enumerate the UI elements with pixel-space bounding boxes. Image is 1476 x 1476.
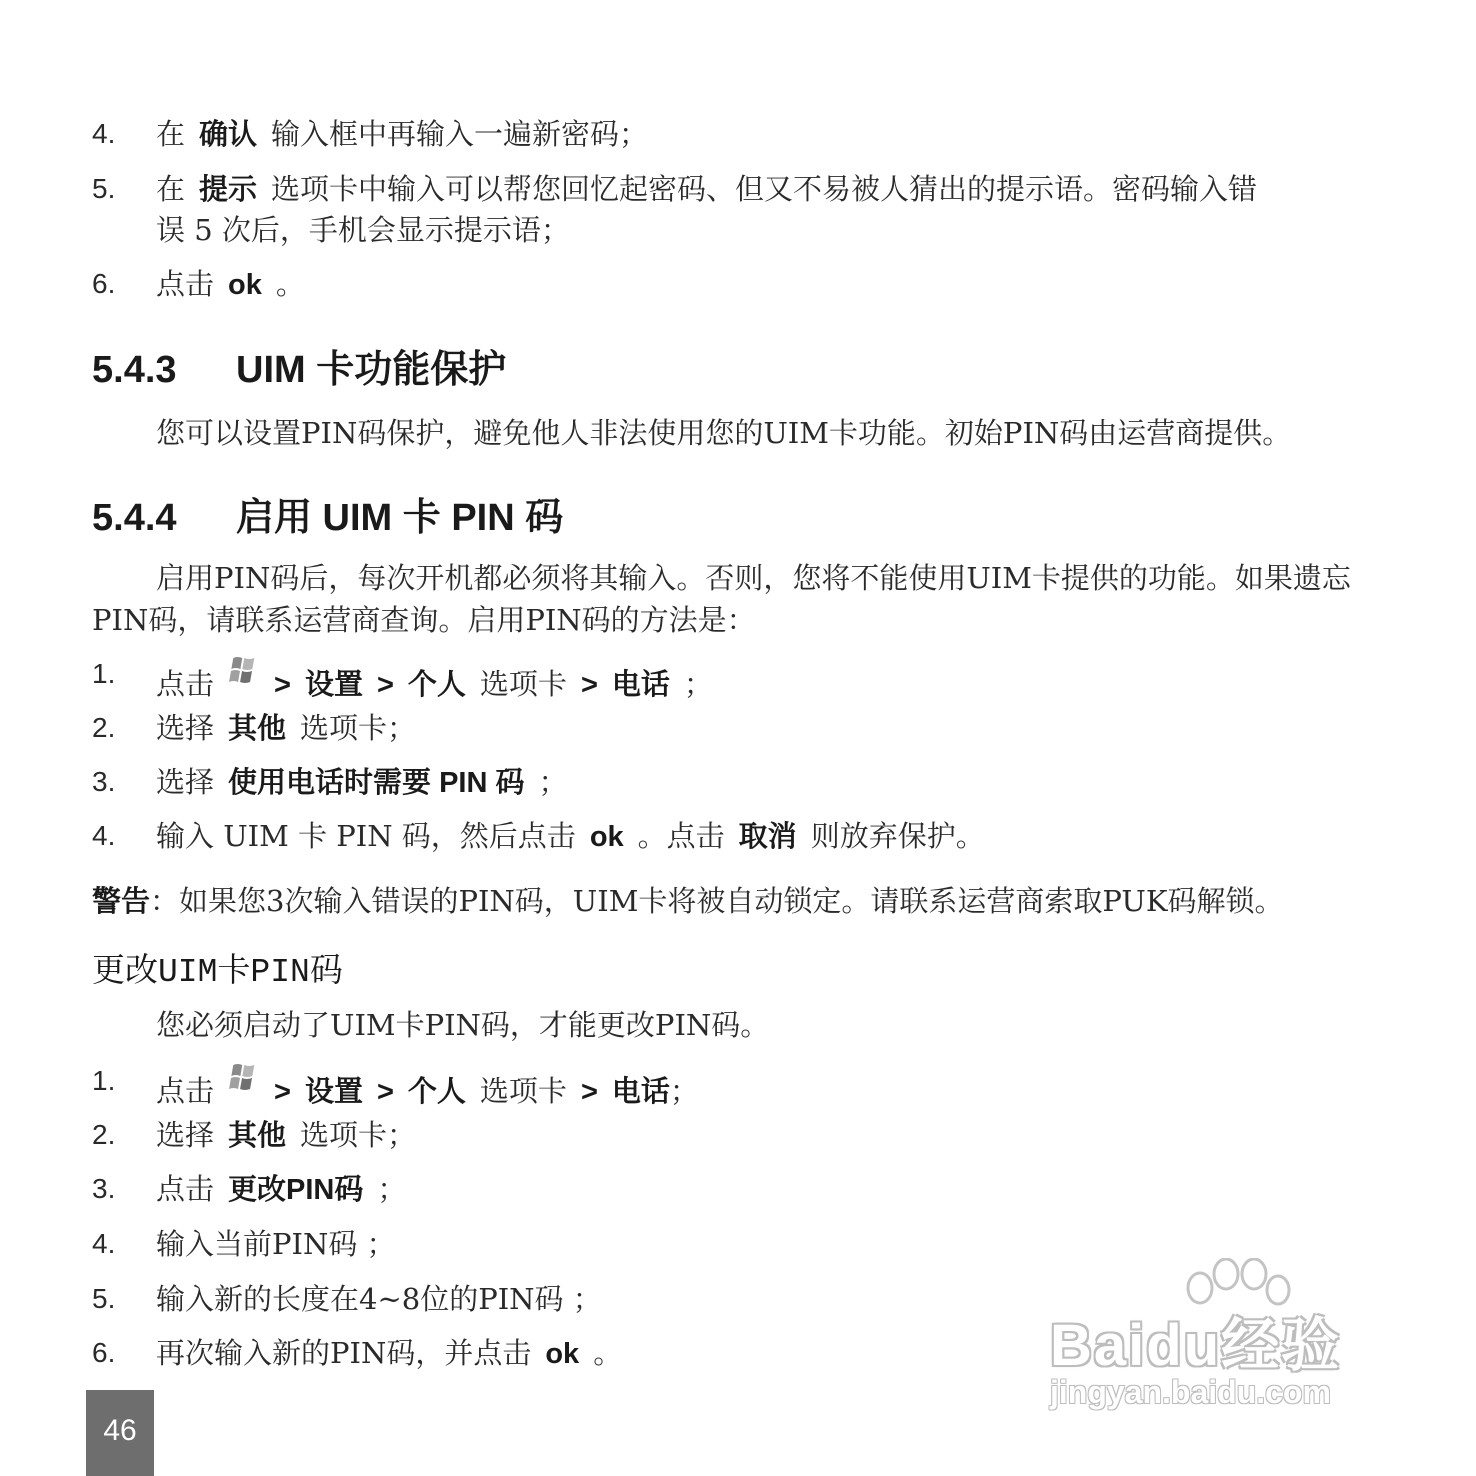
step-number: 1.	[92, 1065, 116, 1096]
ui-term-phone: 电话	[611, 669, 670, 701]
section-heading-5-4-3	[92, 346, 506, 394]
windows-start-icon	[222, 1061, 266, 1095]
ui-term-ok: ok	[545, 1338, 580, 1370]
step-text: ；	[538, 765, 568, 799]
step-text: 选择	[156, 1118, 215, 1152]
step-text: ；	[669, 1074, 699, 1108]
step-text: 输入当前PIN码 ；	[156, 1227, 396, 1261]
ui-term-settings: 设置	[304, 669, 363, 701]
step-number: 4.	[92, 820, 116, 851]
heading-part: UIM	[158, 954, 218, 991]
ui-term-ok: ok	[589, 821, 624, 853]
step-text: 点击	[156, 1172, 215, 1206]
heading-part: 码	[309, 950, 343, 989]
menu-separator: >	[274, 1076, 291, 1108]
ui-term-change-pin: 更改PIN码	[228, 1174, 364, 1206]
heading-part: 卡	[217, 950, 251, 989]
heading-part: 更改	[92, 950, 158, 989]
step-text: 在	[156, 172, 186, 206]
step-number: 6.	[92, 1337, 116, 1368]
step-text: 选项卡	[479, 667, 567, 701]
step-text: 选项卡；	[300, 711, 417, 745]
step-text: 。	[593, 1336, 623, 1370]
step-text: 再次输入新的PIN码，并点击	[156, 1336, 532, 1370]
step-text: 。点击	[637, 819, 725, 853]
step-text: 点击	[156, 667, 215, 701]
step-text: 点击	[156, 1074, 215, 1108]
windows-start-icon	[222, 654, 266, 688]
step-number: 2.	[92, 712, 116, 743]
step-number: 1.	[92, 658, 116, 689]
step-text: 在	[156, 117, 186, 151]
ui-term-settings: 设置	[304, 1076, 363, 1108]
step-text: 。	[275, 267, 305, 301]
watermark-url: jingyan.baidu.com	[1050, 1374, 1331, 1410]
step-number: 6.	[92, 268, 116, 299]
step-text: 点击	[156, 267, 215, 301]
step-text: ；	[683, 667, 713, 701]
step-text: 则放弃保护。	[810, 819, 985, 853]
ui-term-personal: 个人	[407, 669, 466, 701]
ui-term-ok: ok	[228, 269, 262, 301]
warning-text: ：如果您3次输入错误的PIN码，UIM卡将被自动锁定。请联系运营商索取PUK码解锁。	[150, 884, 1284, 918]
section-5-4-4-body: 启用PIN码后，每次开机都必须将其输入。否则，您将不能使用UIM卡提供的功能。如果遗忘PIN码，请联系运营商查询。启用PIN码的方法是：	[92, 561, 1351, 637]
change-pin-body: 您必须启动了UIM卡PIN码，才能更改PIN码。	[156, 1008, 770, 1042]
step-text: 选择	[156, 765, 215, 799]
section-title: 启用 UIM 卡 PIN 码	[236, 497, 564, 539]
page-number: 46	[103, 1414, 137, 1447]
menu-separator: >	[274, 669, 291, 701]
ui-term-confirm: 确认	[199, 119, 258, 151]
brand-part: du	[1146, 1313, 1222, 1378]
ui-term-phone: 电话	[611, 1076, 670, 1108]
watermark-brand	[1050, 1298, 1341, 1382]
ui-term-other: 其他	[228, 713, 287, 745]
ui-term-hint: 提示	[199, 174, 258, 206]
step-text: 选择	[156, 711, 215, 745]
section-5-4-3-body: 您可以设置PIN码保护，避免他人非法使用您的UIM卡功能。初始PIN码由运营商提供。	[156, 416, 1292, 450]
menu-separator: >	[580, 1076, 598, 1108]
step-number: 4.	[92, 118, 116, 149]
menu-separator: >	[376, 1076, 394, 1108]
ui-term-cancel: 取消	[738, 821, 797, 853]
baidu-watermark	[1040, 1258, 1390, 1424]
warning-label: 警告	[92, 886, 151, 918]
step-text: 选项卡	[479, 1074, 567, 1108]
section-heading-5-4-4	[92, 494, 563, 542]
brand-part: 经验	[1221, 1313, 1342, 1378]
brand-part: Bai	[1050, 1313, 1147, 1378]
ui-term-other: 其他	[228, 1120, 287, 1152]
step-text: 选项卡中输入可以帮您回忆起密码、但又不易被人猜出的提示语。密码输入错	[271, 172, 1258, 206]
ui-term-require-pin: 使用电话时需要 PIN 码	[228, 767, 525, 799]
step-number: 2.	[92, 1119, 116, 1150]
step-text: 输入框中再输入一遍新密码；	[271, 117, 649, 151]
step-number: 5.	[92, 1283, 116, 1314]
section-number: 5.4.4	[92, 497, 177, 539]
step-number: 4.	[92, 1228, 116, 1259]
menu-separator: >	[580, 669, 598, 701]
page-number-tab	[86, 1390, 154, 1476]
step-text: ；	[377, 1172, 407, 1206]
step-number: 3.	[92, 1173, 116, 1204]
step-text: 误 5 次后，手机会显示提示语；	[156, 213, 570, 247]
menu-separator: >	[376, 669, 394, 701]
section-number: 5.4.3	[92, 349, 177, 391]
section-title: UIM 卡功能保护	[236, 349, 507, 391]
warning-note	[92, 881, 1284, 922]
step-number: 5.	[92, 173, 116, 204]
change-pin-heading	[92, 948, 343, 995]
step-number: 3.	[92, 766, 116, 797]
step-text: 输入新的长度在4~8位的PIN码 ；	[156, 1282, 602, 1316]
step-text: 选项卡；	[300, 1118, 417, 1152]
step-text: 输入 UIM 卡 PIN 码，然后点击	[156, 819, 576, 853]
heading-part: PIN	[250, 954, 310, 991]
ui-term-personal: 个人	[407, 1076, 466, 1108]
